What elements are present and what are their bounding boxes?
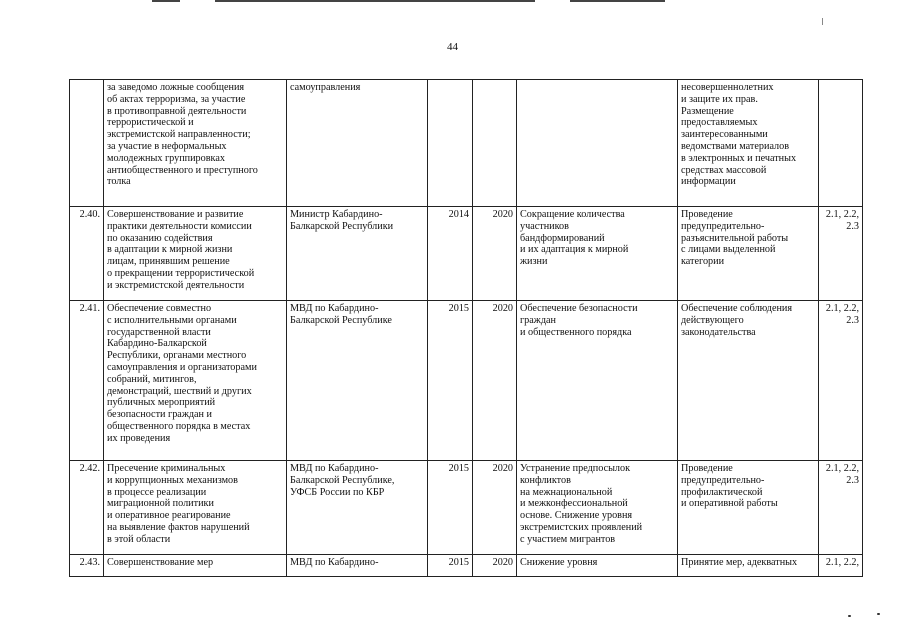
cell-num [70,80,104,207]
table-row [70,207,863,301]
scan-speck [848,615,851,617]
cell-result: Устранение предпосылок конфликтов на межнациональной и межконфессиональной основе. Снижение уровня экстремистских проявлений с участием мигрантов [517,461,678,555]
table-row [70,80,863,207]
cell-indicators: 2.1, 2.2, 2.3 [819,301,863,461]
cell-indicators [819,80,863,207]
cell-result [517,80,678,207]
scan-mark [822,18,823,25]
cell-relation: Проведение предупредительно- профилактической и оперативной работы [678,461,819,555]
cell-end: 2020 [473,207,517,301]
cell-start: 2015 [428,555,473,577]
table-row [70,555,863,577]
scan-speck [877,613,880,615]
cell-end: 2020 [473,555,517,577]
cell-action: Совершенствование мер [104,555,287,577]
cell-indicators: 2.1, 2.2, [819,555,863,577]
cell-num: 2.42. [70,461,104,555]
cell-executor: МВД по Кабардино- [287,555,428,577]
cell-relation: несовершеннолетних и защите их прав. Размещение предоставляемых заинтересованными ведомствами материалов в электронных и печатных средствах массовой информации [678,80,819,207]
cell-indicators: 2.1, 2.2, 2.3 [819,461,863,555]
cell-result: Сокращение количества участников бандформирований и их адаптация к мирной жизни [517,207,678,301]
cell-start: 2015 [428,301,473,461]
cell-result: Снижение уровня [517,555,678,577]
cell-start: 2014 [428,207,473,301]
cell-num: 2.41. [70,301,104,461]
measures-table [69,79,863,577]
cell-executor: самоуправления [287,80,428,207]
scan-edge-line [215,0,535,2]
page-number: 44 [447,41,458,53]
cell-action: Совершенствование и развитие практики деятельности комиссии по оказанию содействия в адаптации к мирной жизни лицам, принявшим решение о прекращении террористической и экстремистской деятельности [104,207,287,301]
cell-executor: МВД по Кабардино- Балкарской Республике, УФСБ России по КБР [287,461,428,555]
cell-start [428,80,473,207]
cell-executor: МВД по Кабардино- Балкарской Республике [287,301,428,461]
cell-result: Обеспечение безопасности граждан и общественного порядка [517,301,678,461]
cell-executor: Министр Кабардино- Балкарской Республики [287,207,428,301]
table-row [70,461,863,555]
table-row [70,301,863,461]
scan-edge-line [570,0,665,2]
cell-relation: Обеспечение соблюдения действующего законодательства [678,301,819,461]
cell-relation: Принятие мер, адекватных [678,555,819,577]
cell-end [473,80,517,207]
cell-num: 2.43. [70,555,104,577]
cell-action: за заведомо ложные сообщения об актах терроризма, за участие в противоправной деятельности террористической и экстремистской направленности; за участие в неформальных молодежных группировках антиобщественного и преступного толка [104,80,287,207]
cell-num: 2.40. [70,207,104,301]
cell-action: Пресечение криминальных и коррупционных механизмов в процессе реализации миграционной политики и оперативное реагирование на выявление фактов нарушений в этой области [104,461,287,555]
cell-end: 2020 [473,301,517,461]
scan-edge-line [152,0,180,2]
cell-action: Обеспечение совместно с исполнительными органами государственной власти Кабардино-Балкарской Республики, органами местного самоуправления и организаторами собраний, митингов, демонстраций, шествий и других публичных мероприятий безопасности граждан и общественного порядка в местах их проведения [104,301,287,461]
cell-relation: Проведение предупредительно- разъяснительной работы с лицами выделенной категории [678,207,819,301]
cell-indicators: 2.1, 2.2, 2.3 [819,207,863,301]
cell-end: 2020 [473,461,517,555]
cell-start: 2015 [428,461,473,555]
